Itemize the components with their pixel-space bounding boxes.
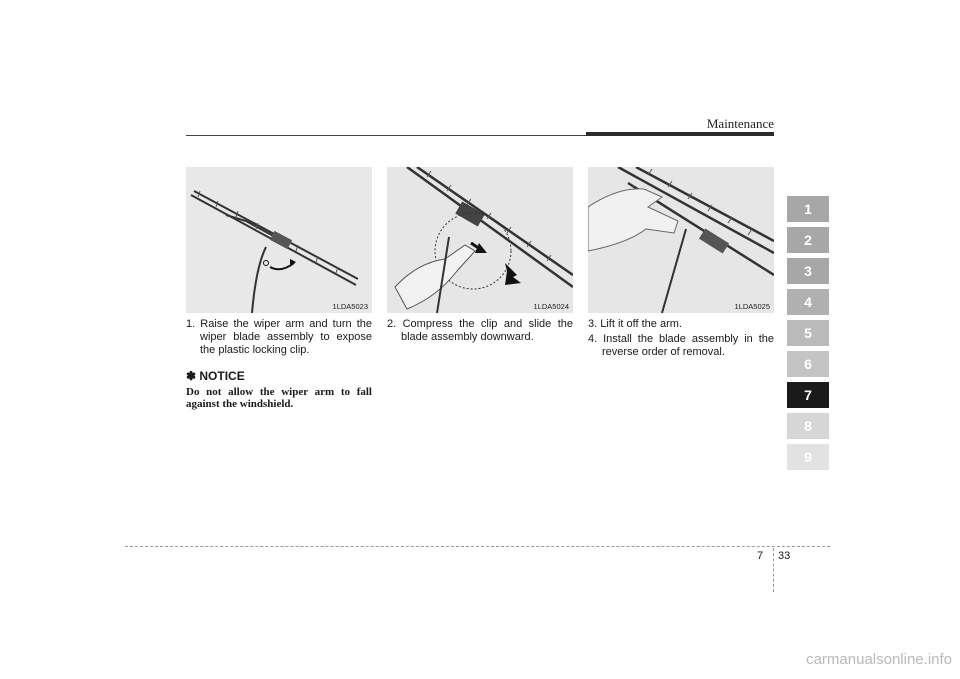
chapter-tab-6[interactable]: 6 <box>787 351 829 377</box>
notice-text: Do not allow the wiper arm to fall against the windshield. <box>186 386 372 410</box>
header-rule <box>186 135 586 136</box>
figure-lift-blade <box>588 167 774 313</box>
page-section-title: Maintenance <box>706 116 774 131</box>
chapter-index <box>787 196 829 475</box>
footer-chapter-number: 7 <box>757 550 764 562</box>
step-column-3 <box>588 318 774 361</box>
figure-code: 1LDA5024 <box>533 302 569 311</box>
footer-rule <box>125 546 830 547</box>
chapter-tab-4[interactable]: 4 <box>787 289 829 315</box>
chapter-tab-3[interactable]: 3 <box>787 258 829 284</box>
chapter-tab-7[interactable]: 7 <box>787 382 829 408</box>
chapter-tab-2[interactable]: 2 <box>787 227 829 253</box>
chapter-tab-9[interactable]: 9 <box>787 444 829 470</box>
chapter-tab-1[interactable]: 1 <box>787 196 829 222</box>
watermark-text: carmanualsonline.info <box>806 651 952 668</box>
figure-code: 1LDA5025 <box>734 302 770 311</box>
lift-blade-illustration <box>588 167 774 313</box>
step-4: 4. Install the blade assembly in the reverse order of removal. <box>588 333 774 358</box>
figure-raise-wiper-arm <box>186 167 372 313</box>
step-column-1 <box>186 318 372 359</box>
footer-divider <box>773 548 774 592</box>
clip-compression-illustration <box>387 167 573 313</box>
step-2: 2. Compress the clip and slide the blade assembly downward. <box>387 318 573 343</box>
step-3: 3. Lift it off the arm. <box>588 318 682 330</box>
chapter-tab-8[interactable]: 8 <box>787 413 829 439</box>
notice-heading: ✽ NOTICE <box>186 369 245 383</box>
figure-compress-clip <box>387 167 573 313</box>
figure-code: 1LDA5023 <box>332 302 368 311</box>
footer-page-number: 33 <box>778 550 791 562</box>
step-column-2 <box>387 318 573 346</box>
chapter-tab-5[interactable]: 5 <box>787 320 829 346</box>
header-rule-bold <box>586 132 774 136</box>
step-1: 1. Raise the wiper arm and turn the wiper blade assembly to expose the plastic locking clip. <box>186 318 372 356</box>
wiper-arm-illustration <box>186 167 372 313</box>
